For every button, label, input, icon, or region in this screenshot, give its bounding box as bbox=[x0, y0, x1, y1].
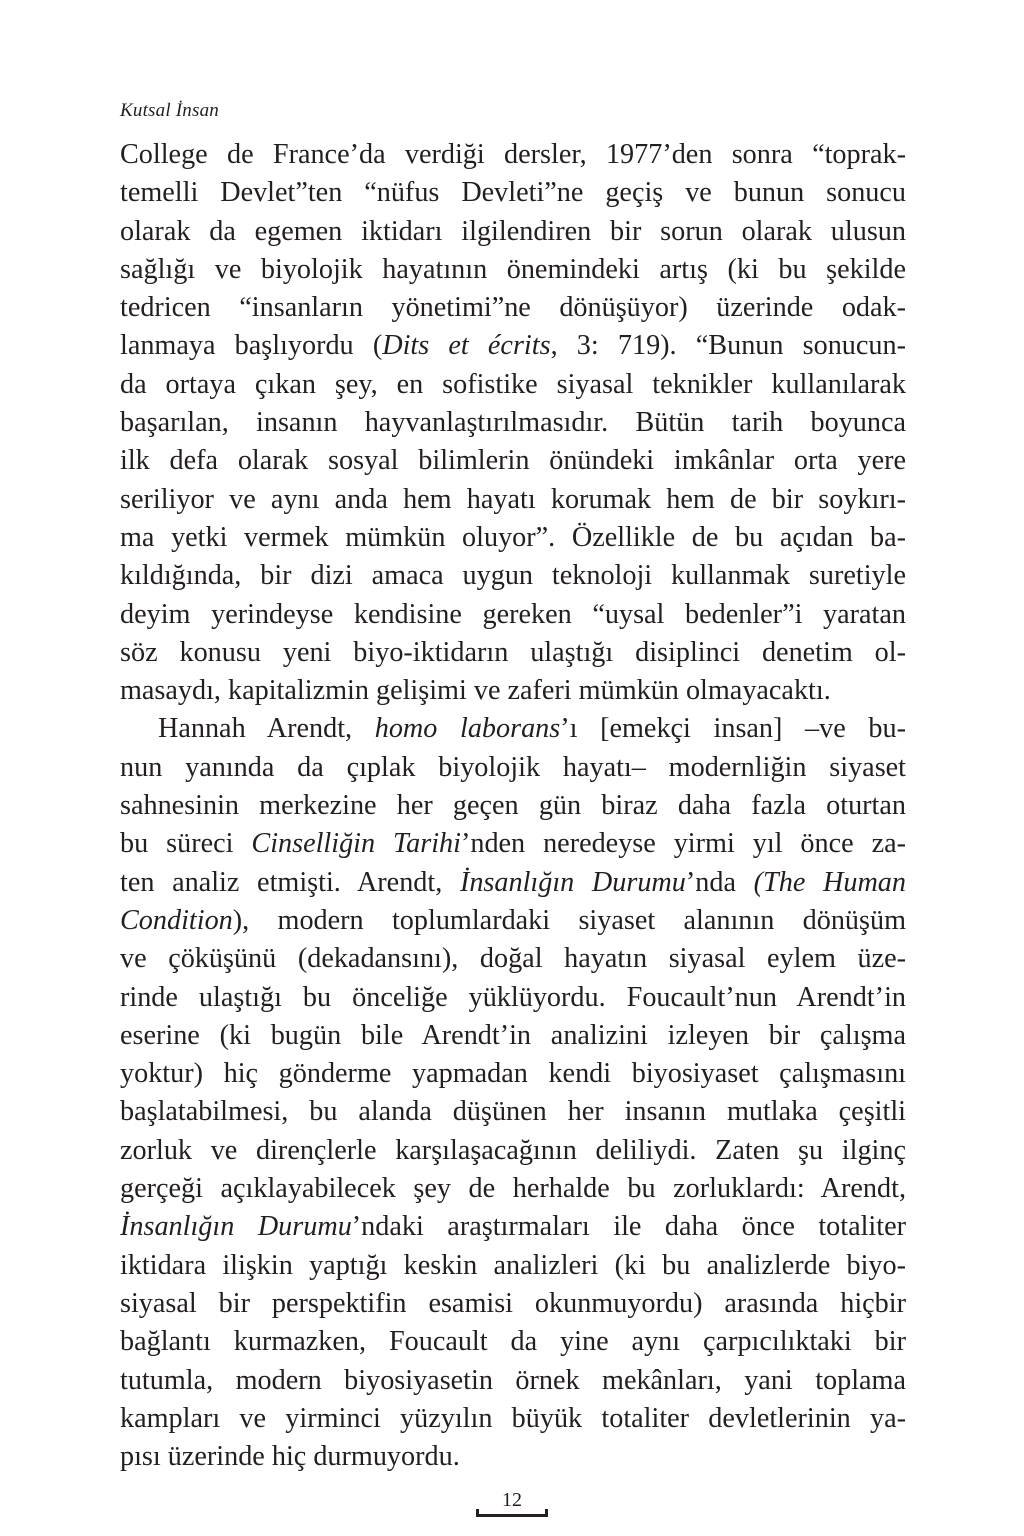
text-line bbox=[120, 672, 906, 710]
text-line bbox=[120, 864, 906, 902]
italic-title: İnsanlığın Durumu bbox=[120, 1211, 352, 1243]
text-run: başlatabilmesi, bu alanda düşünen her insanın mutlaka çeşitli bbox=[120, 1096, 906, 1128]
text-run: ’ı [emekçi insan] –ve bu- bbox=[560, 713, 906, 745]
text-line bbox=[120, 1285, 906, 1323]
text-line bbox=[120, 557, 906, 595]
text-line bbox=[120, 596, 906, 634]
text-line bbox=[120, 366, 906, 404]
text-line bbox=[120, 787, 906, 825]
running-header: Kutsal İnsan bbox=[120, 100, 219, 121]
text-run: bu süreci bbox=[120, 828, 252, 860]
text-run: seriliyor ve aynı anda hem hayatı korumak hem de bir soykırı- bbox=[120, 483, 906, 515]
body-text bbox=[120, 136, 906, 1476]
text-line bbox=[120, 519, 906, 557]
text-line bbox=[120, 251, 906, 289]
text-line bbox=[120, 825, 906, 863]
text-run: ’nda bbox=[685, 866, 754, 898]
text-run: iktidara ilişkin yaptığı keskin analizleri (ki bu analizlerde biyo- bbox=[120, 1249, 906, 1281]
text-line bbox=[120, 1208, 906, 1246]
text-line bbox=[120, 1438, 906, 1476]
text-line bbox=[120, 1247, 906, 1285]
text-run: ve çöküşünü (dekadansını), doğal hayatın siyasal eylem üze- bbox=[120, 943, 906, 975]
text-line bbox=[120, 442, 906, 480]
text-line bbox=[120, 1323, 906, 1361]
text-line bbox=[120, 404, 906, 442]
text-line bbox=[120, 136, 906, 174]
text-run: kıldığında, bir dizi amaca uygun teknoloji kullanmak suretiyle bbox=[120, 560, 906, 592]
italic-term: homo laborans bbox=[374, 713, 561, 745]
text-run: temelli Devlet”ten “nüfus Devleti”ne geçiş ve bunun sonucu bbox=[120, 177, 906, 209]
text-line bbox=[120, 289, 906, 327]
text-run: masaydı, kapitalizmin gelişimi ve zaferi mümkün olmayacaktı. bbox=[120, 675, 831, 707]
text-line bbox=[120, 481, 906, 519]
text-line bbox=[120, 940, 906, 978]
text-line bbox=[120, 710, 906, 748]
italic-title: Cinselliğin Tarihi bbox=[251, 828, 461, 860]
text-run: zorluk ve dirençlerle karşılaşacağının deliliydi. Zaten şu ilginç bbox=[120, 1134, 906, 1166]
text-run: ’ndaki araştırmaları ile daha önce totaliter bbox=[351, 1211, 906, 1243]
text-run: Hannah Arendt, bbox=[158, 713, 375, 745]
text-line bbox=[120, 902, 906, 940]
text-run: eserine (ki bugün bile Arendt’in analizini izleyen bir çalışma bbox=[120, 1019, 906, 1051]
text-line bbox=[120, 327, 906, 365]
text-line bbox=[120, 1093, 906, 1131]
text-run: rinde ulaştığı bu önceliğe yüklüyordu. Foucault’nun Arendt’in bbox=[120, 981, 906, 1013]
text-line bbox=[120, 1017, 906, 1055]
text-run: yoktur) hiç gönderme yapmadan kendi biyosiyaset çalışmasını bbox=[120, 1058, 906, 1090]
text-run: da ortaya çıkan şey, en sofistike siyasal teknikler kullanılarak bbox=[120, 368, 906, 400]
page-footer bbox=[472, 1488, 552, 1522]
text-run: lanmaya başlıyordu ( bbox=[120, 330, 383, 362]
text-run: deyim yerindeyse kendisine gereken “uysal bedenler”i yaratan bbox=[120, 598, 906, 630]
italic-title: İnsanlığın Durumu bbox=[459, 866, 686, 898]
text-run: ), modern toplumlardaki siyaset alanının dönüşüm bbox=[232, 904, 906, 936]
rule-tick-right bbox=[545, 1509, 548, 1517]
text-run: ten analiz etmişti. Arendt, bbox=[120, 866, 460, 898]
page-number-rule bbox=[476, 1514, 548, 1517]
text-run: ’nden neredeyse yirmi yıl önce za- bbox=[460, 828, 906, 860]
text-line bbox=[120, 174, 906, 212]
text-line bbox=[120, 1362, 906, 1400]
text-line bbox=[120, 1400, 906, 1438]
text-line bbox=[120, 1132, 906, 1170]
text-run: gerçeği açıklayabilecek şey de herhalde bu zorluklardı: Arendt, bbox=[120, 1173, 906, 1205]
text-run: kampları ve yirminci yüzyılın büyük totaliter devletlerinin ya- bbox=[120, 1402, 906, 1434]
text-run: sağlığı ve biyolojik hayatının önemindeki artış (ki bu şekilde bbox=[120, 253, 906, 285]
text-run: siyasal bir perspektifin esamisi okunmuyordu) arasında hiçbir bbox=[120, 1287, 906, 1319]
text-run: , 3: 719). “Bunun sonucun- bbox=[550, 330, 906, 362]
text-run: bağlantı kurmazken, Foucault da yine aynı çarpıcılıktaki bir bbox=[120, 1326, 906, 1358]
text-line bbox=[120, 634, 906, 672]
text-run: olarak da egemen iktidarı ilgilendiren bir sorun olarak ulusun bbox=[120, 215, 906, 247]
text-line bbox=[120, 213, 906, 251]
text-run: ma yetki vermek mümkün oluyor”. Özellikle de bu açıdan ba- bbox=[120, 521, 906, 553]
rule-tick-left bbox=[476, 1509, 479, 1517]
text-line bbox=[120, 1055, 906, 1093]
text-run: tedricen “insanların yönetimi”ne dönüşüyor) üzerinde odak- bbox=[120, 292, 906, 324]
text-run: tutumla, modern biyosiyasetin örnek mekânları, yani toplama bbox=[120, 1364, 906, 1396]
text-line bbox=[120, 1170, 906, 1208]
italic-title: Dits et écrits bbox=[382, 330, 551, 362]
italic-title: Condition bbox=[120, 904, 233, 936]
text-run: sahnesinin merkezine her geçen gün biraz daha fazla oturtan bbox=[120, 790, 906, 822]
text-run: College de France’da verdiği dersler, 1977’den sonra “toprak- bbox=[120, 139, 906, 170]
text-line bbox=[120, 749, 906, 787]
text-run: pısı üzerinde hiç durmuyordu. bbox=[120, 1441, 460, 1473]
text-run: başarılan, insanın hayvanlaştırılmasıdır. Bütün tarih boyunca bbox=[120, 407, 906, 439]
italic-title: (The Human bbox=[753, 866, 906, 898]
page-number: 12 bbox=[502, 1489, 522, 1511]
text-line bbox=[120, 979, 906, 1017]
text-run: ilk defa olarak sosyal bilimlerin önündeki imkânlar orta yere bbox=[120, 445, 906, 477]
text-run: söz konusu yeni biyo-iktidarın ulaştığı disiplinci denetim ol- bbox=[120, 636, 906, 668]
text-run: nun yanında da çıplak biyolojik hayatı– modernliğin siyaset bbox=[120, 751, 906, 783]
